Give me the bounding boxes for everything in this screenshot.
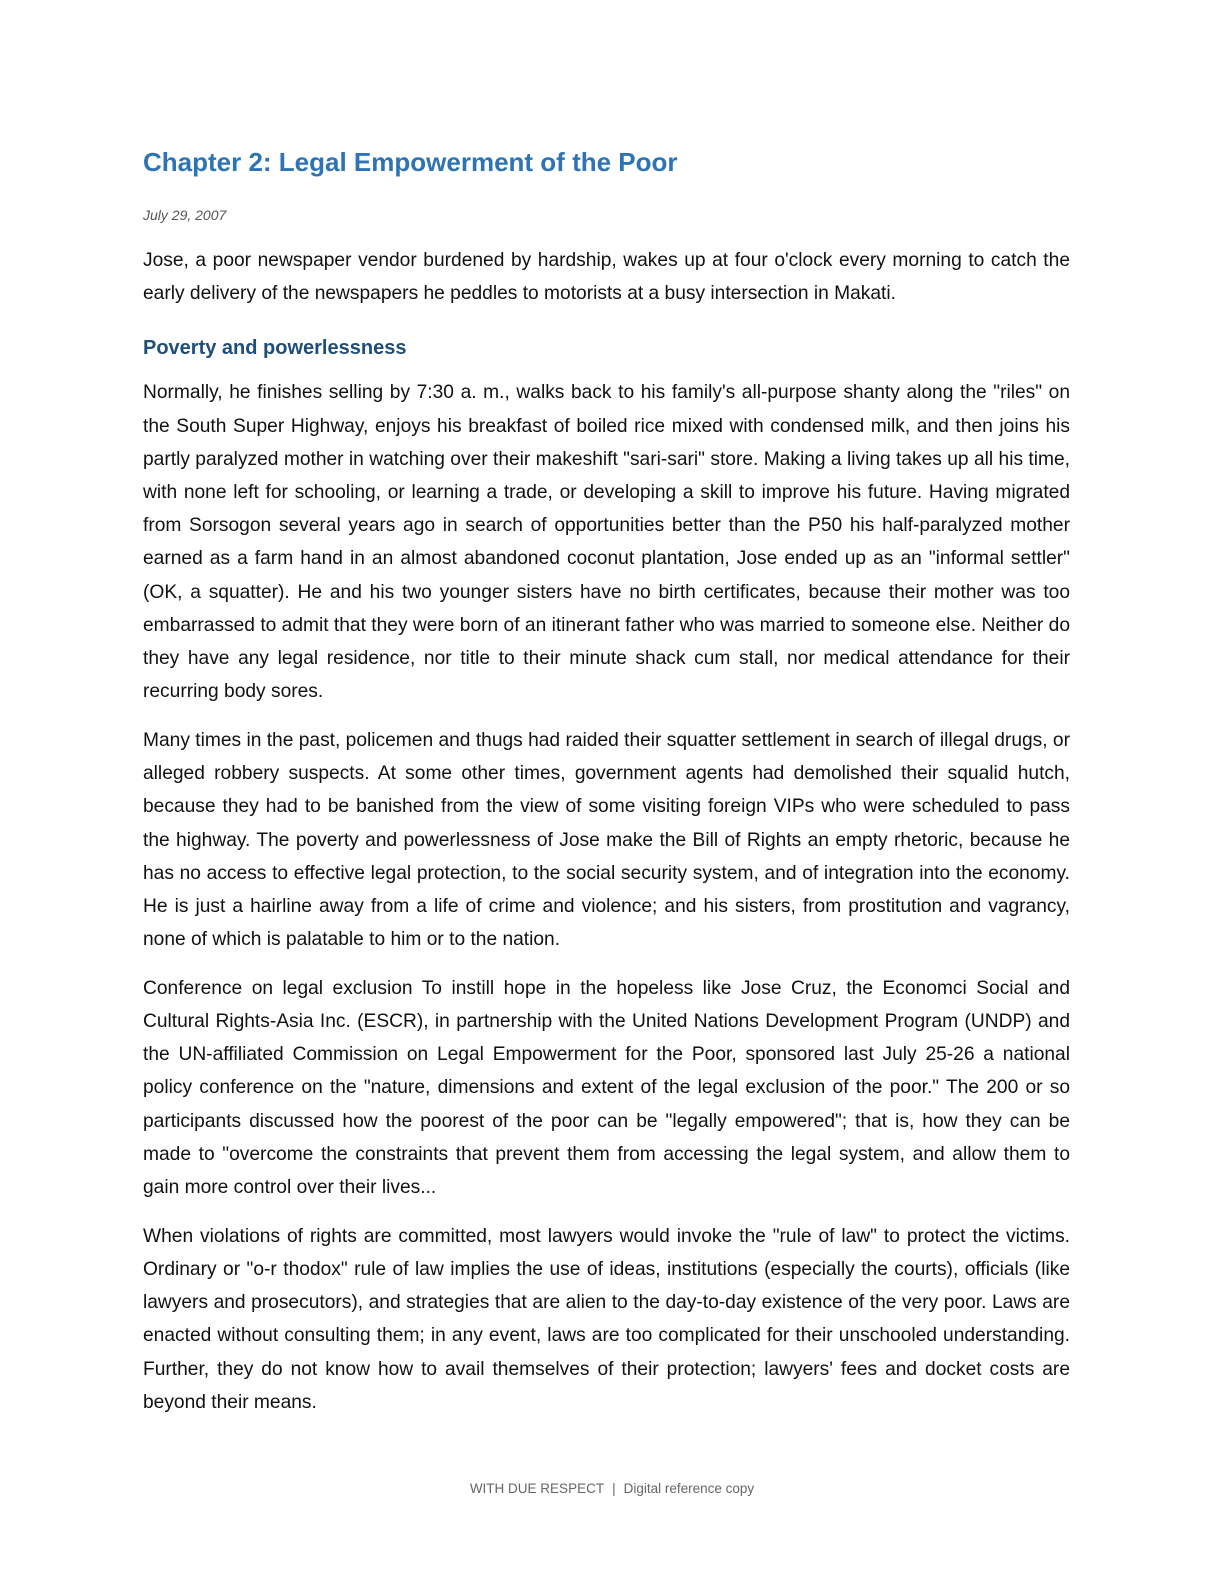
footer-separator: | [612,1481,616,1496]
document-page [143,140,1070,1419]
page-footer [0,1478,1224,1500]
publication-date: July 29, 2007 [143,207,227,223]
body-paragraph-1: Normally, he finishes selling by 7:30 a. m., walks back to his family's all-purpose shanty along the "riles" on the South Super Highway, enjoys his breakfast of boiled rice mixed with condensed milk, and then joins his partly paralyzed mother in watching over their makeshift "sari-sari" store. Making a living takes up all his time, with none left for schooling, or learning a trade, or developing a skill to improve his future. Having migrated from Sorsogon several years ago in search of opportunities better than the P50 his half-paralyzed mother earned as a farm hand in an almost abandoned coconut plantation, Jose ended up as an "informal settler" (OK, a squatter). He and his two younger sisters have no birth certificates, because their mother was too embarrassed to admit that they were born of an itinerant father who was married to someone else. Neither do they have any legal residence, nor title to their minute shack cum stall, nor medical attendance for their recurring body sores. [143,382,1070,703]
body-paragraph-2: Many times in the past, policemen and thugs had raided their squatter settlement in search of illegal drugs, or alleged robbery suspects. At some other times, government agents had demolished their squalid hutch, because they had to be banished from the view of some visiting foreign VIPs who were scheduled to pass the highway. The poverty and powerlessness of Jose make the Bill of Rights an empty rhetoric, because he has no access to effective legal protection, to the social security system, and of integration into the economy. He is just a hairline away from a life of crime and violence; and his sisters, from prostitution and vagrancy, none of which is palatable to him or to the nation. [143,729,1070,951]
footer-copy-note: Digital reference copy [623,1481,755,1496]
footer-publication-name: WITH DUE RESPECT [469,1481,605,1496]
body-paragraph-3: Conference on legal exclusion To instill hope in the hopeless like Jose Cruz, the Economci Social and Cultural Rights-Asia Inc. (ESCR), in partnership with the United Nations Development Program (UNDP) and the UN-affiliated Commission on Legal Empowerment for the Poor, sponsored last July 25-26 a national policy conference on the "nature, dimensions and extent of the legal exclusion of the poor." The 200 or so participants discussed how the poorest of the poor can be "legally empowered"; that is, how they can be made to "overcome the constraints that prevent them from accessing the legal system, and allow them to gain more control over their lives... [143,977,1070,1199]
intro-paragraph: Jose, a poor newspaper vendor burdened by hardship, wakes up at four o'clock every morning to catch the early delivery of the newspapers he peddles to motorists at a busy intersection in Makati. [143,250,1070,305]
body-paragraph-4: When violations of rights are committed, most lawyers would invoke the "rule of law" to protect the victims. Ordinary or "o-r thodox" rule of law implies the use of ideas, institutions (especially the courts), officials (like lawyers and prosecutors), and strategies that are alien to the day-to-day existence of the very poor. Laws are enacted without consulting them; in any event, laws are too complicated for their unschooled understanding. Further, they do not know how to avail themselves of their protection; lawyers' fees and docket costs are beyond their means. [143,1225,1070,1413]
chapter-title: Chapter 2: Legal Empowerment of the Poor [143,147,678,177]
section-heading: Poverty and powerlessness [143,337,407,360]
